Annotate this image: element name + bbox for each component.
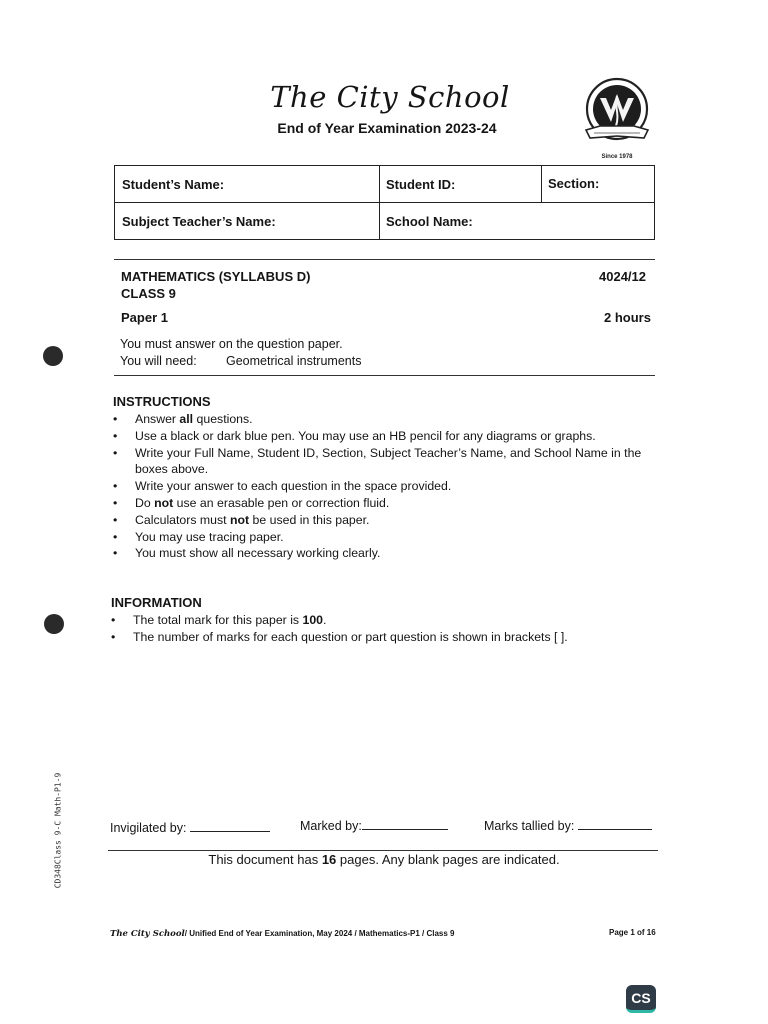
invigilated-label: Invigilated by: (110, 821, 187, 835)
need-value: Geometrical instruments (226, 354, 362, 368)
punch-hole-icon (44, 614, 64, 634)
list-item-text: Write your Full Name, Student ID, Section, Subject Teacher’s Name, and School Name in the boxes above. (135, 445, 642, 477)
information-list (109, 612, 654, 646)
footer-school: The City School (110, 929, 185, 939)
bullet-icon: • (113, 445, 118, 460)
class-label: CLASS 9 (121, 286, 176, 301)
bullet-icon: • (113, 412, 118, 426)
student-name-field[interactable] (115, 166, 379, 202)
side-code: CD348Class 9-C Math-P1-9 (53, 772, 63, 889)
emphasis-text: all (179, 412, 194, 426)
list-item-text: The number of marks for each question or part question is shown in brackets [ ]. (133, 629, 568, 644)
list-item-text: use an erasable pen or correction fluid. (173, 495, 390, 510)
instructions-list (111, 411, 656, 562)
marked-label: Marked by: (300, 819, 362, 833)
paper-number: Paper 1 (121, 310, 168, 325)
invigilated-line[interactable] (190, 831, 270, 832)
punch-hole-icon (43, 346, 63, 366)
list-item-text: Calculators must (135, 512, 230, 527)
bullet-icon: • (111, 629, 116, 644)
camscanner-badge-icon: CS (626, 985, 656, 1013)
list-item (111, 445, 656, 479)
bullet-icon: • (113, 546, 118, 561)
student-id-field[interactable] (379, 166, 541, 202)
list-item-text: Answer (135, 412, 180, 426)
pages-note (108, 852, 660, 867)
page-number: Page 1 of 16 (609, 928, 656, 937)
paper-code: 4024/12 (599, 269, 646, 284)
list-item (109, 612, 654, 629)
list-item (111, 478, 656, 495)
student-info-table (114, 165, 655, 240)
school-name-field[interactable] (379, 203, 654, 239)
school-name-label: School Name: (386, 213, 473, 229)
exam-title: End of Year Examination 2023-24 (277, 120, 497, 136)
list-item-text: Use a black or dark blue pen. You may use an HB pencil for any diagrams or graphs. (135, 428, 596, 443)
marked-line[interactable] (362, 829, 448, 830)
invigilated-by[interactable] (110, 821, 270, 835)
list-item (111, 545, 656, 562)
bullet-icon: • (113, 512, 118, 527)
school-name-title: The City School (270, 80, 510, 114)
teacher-name-label: Subject Teacher’s Name: (122, 213, 276, 229)
school-logo-icon (578, 76, 656, 162)
answer-note: You must answer on the question paper. (120, 337, 343, 351)
bullet-icon: • (113, 495, 118, 510)
bullet-icon: • (113, 479, 118, 494)
subject-name: MATHEMATICS (SYLLABUS D) (121, 269, 311, 284)
list-item-text: be used in this paper. (249, 512, 370, 527)
pages-note-text: pages. Any blank pages are indicated. (336, 852, 560, 867)
list-item-text: questions. (193, 412, 253, 426)
tallied-label: Marks tallied by: (484, 819, 575, 833)
divider (114, 375, 655, 376)
footer-text (110, 929, 455, 939)
divider (108, 850, 658, 851)
list-item (111, 529, 656, 546)
list-item (111, 411, 656, 428)
emphasis-text: 100 (302, 613, 324, 627)
list-item (111, 495, 656, 512)
list-item-text: Write your answer to each question in the space provided. (135, 479, 452, 494)
list-item (109, 629, 654, 646)
information-heading: INFORMATION (111, 595, 202, 610)
pages-count: 16 (321, 852, 337, 867)
list-item (111, 512, 656, 529)
divider (114, 259, 655, 260)
list-item-text: You must show all necessary working clearly. (135, 546, 381, 561)
instructions-heading: INSTRUCTIONS (113, 394, 211, 409)
emphasis-text: not (154, 495, 174, 510)
pages-note-text: This document has (208, 852, 322, 867)
bullet-icon: • (113, 529, 118, 544)
list-item-text: Do (135, 495, 155, 510)
section-field[interactable] (541, 166, 654, 202)
teacher-name-field[interactable] (115, 203, 379, 239)
list-item-text: The total mark for this paper is (133, 613, 303, 627)
student-id-label: Student ID: (386, 176, 456, 192)
bullet-icon: • (113, 428, 118, 443)
marked-by[interactable] (300, 819, 448, 833)
list-item-text: . (323, 613, 327, 627)
footer-details: / Unified End of Year Examination, May 2024 / Mathematics-P1 / Class 9 (184, 929, 455, 938)
student-name-label: Student’s Name: (122, 176, 225, 192)
list-item-text: You may use tracing paper. (135, 529, 284, 544)
bullet-icon: • (111, 613, 116, 627)
section-label: Section: (548, 176, 600, 191)
paper-duration: 2 hours (604, 310, 651, 325)
need-label: You will need: (120, 354, 197, 368)
marks-tallied-by[interactable] (484, 819, 652, 833)
emphasis-text: not (230, 512, 250, 527)
tallied-line[interactable] (578, 829, 652, 830)
list-item (111, 428, 656, 445)
logo-since-text: Since 1978 (601, 154, 633, 160)
